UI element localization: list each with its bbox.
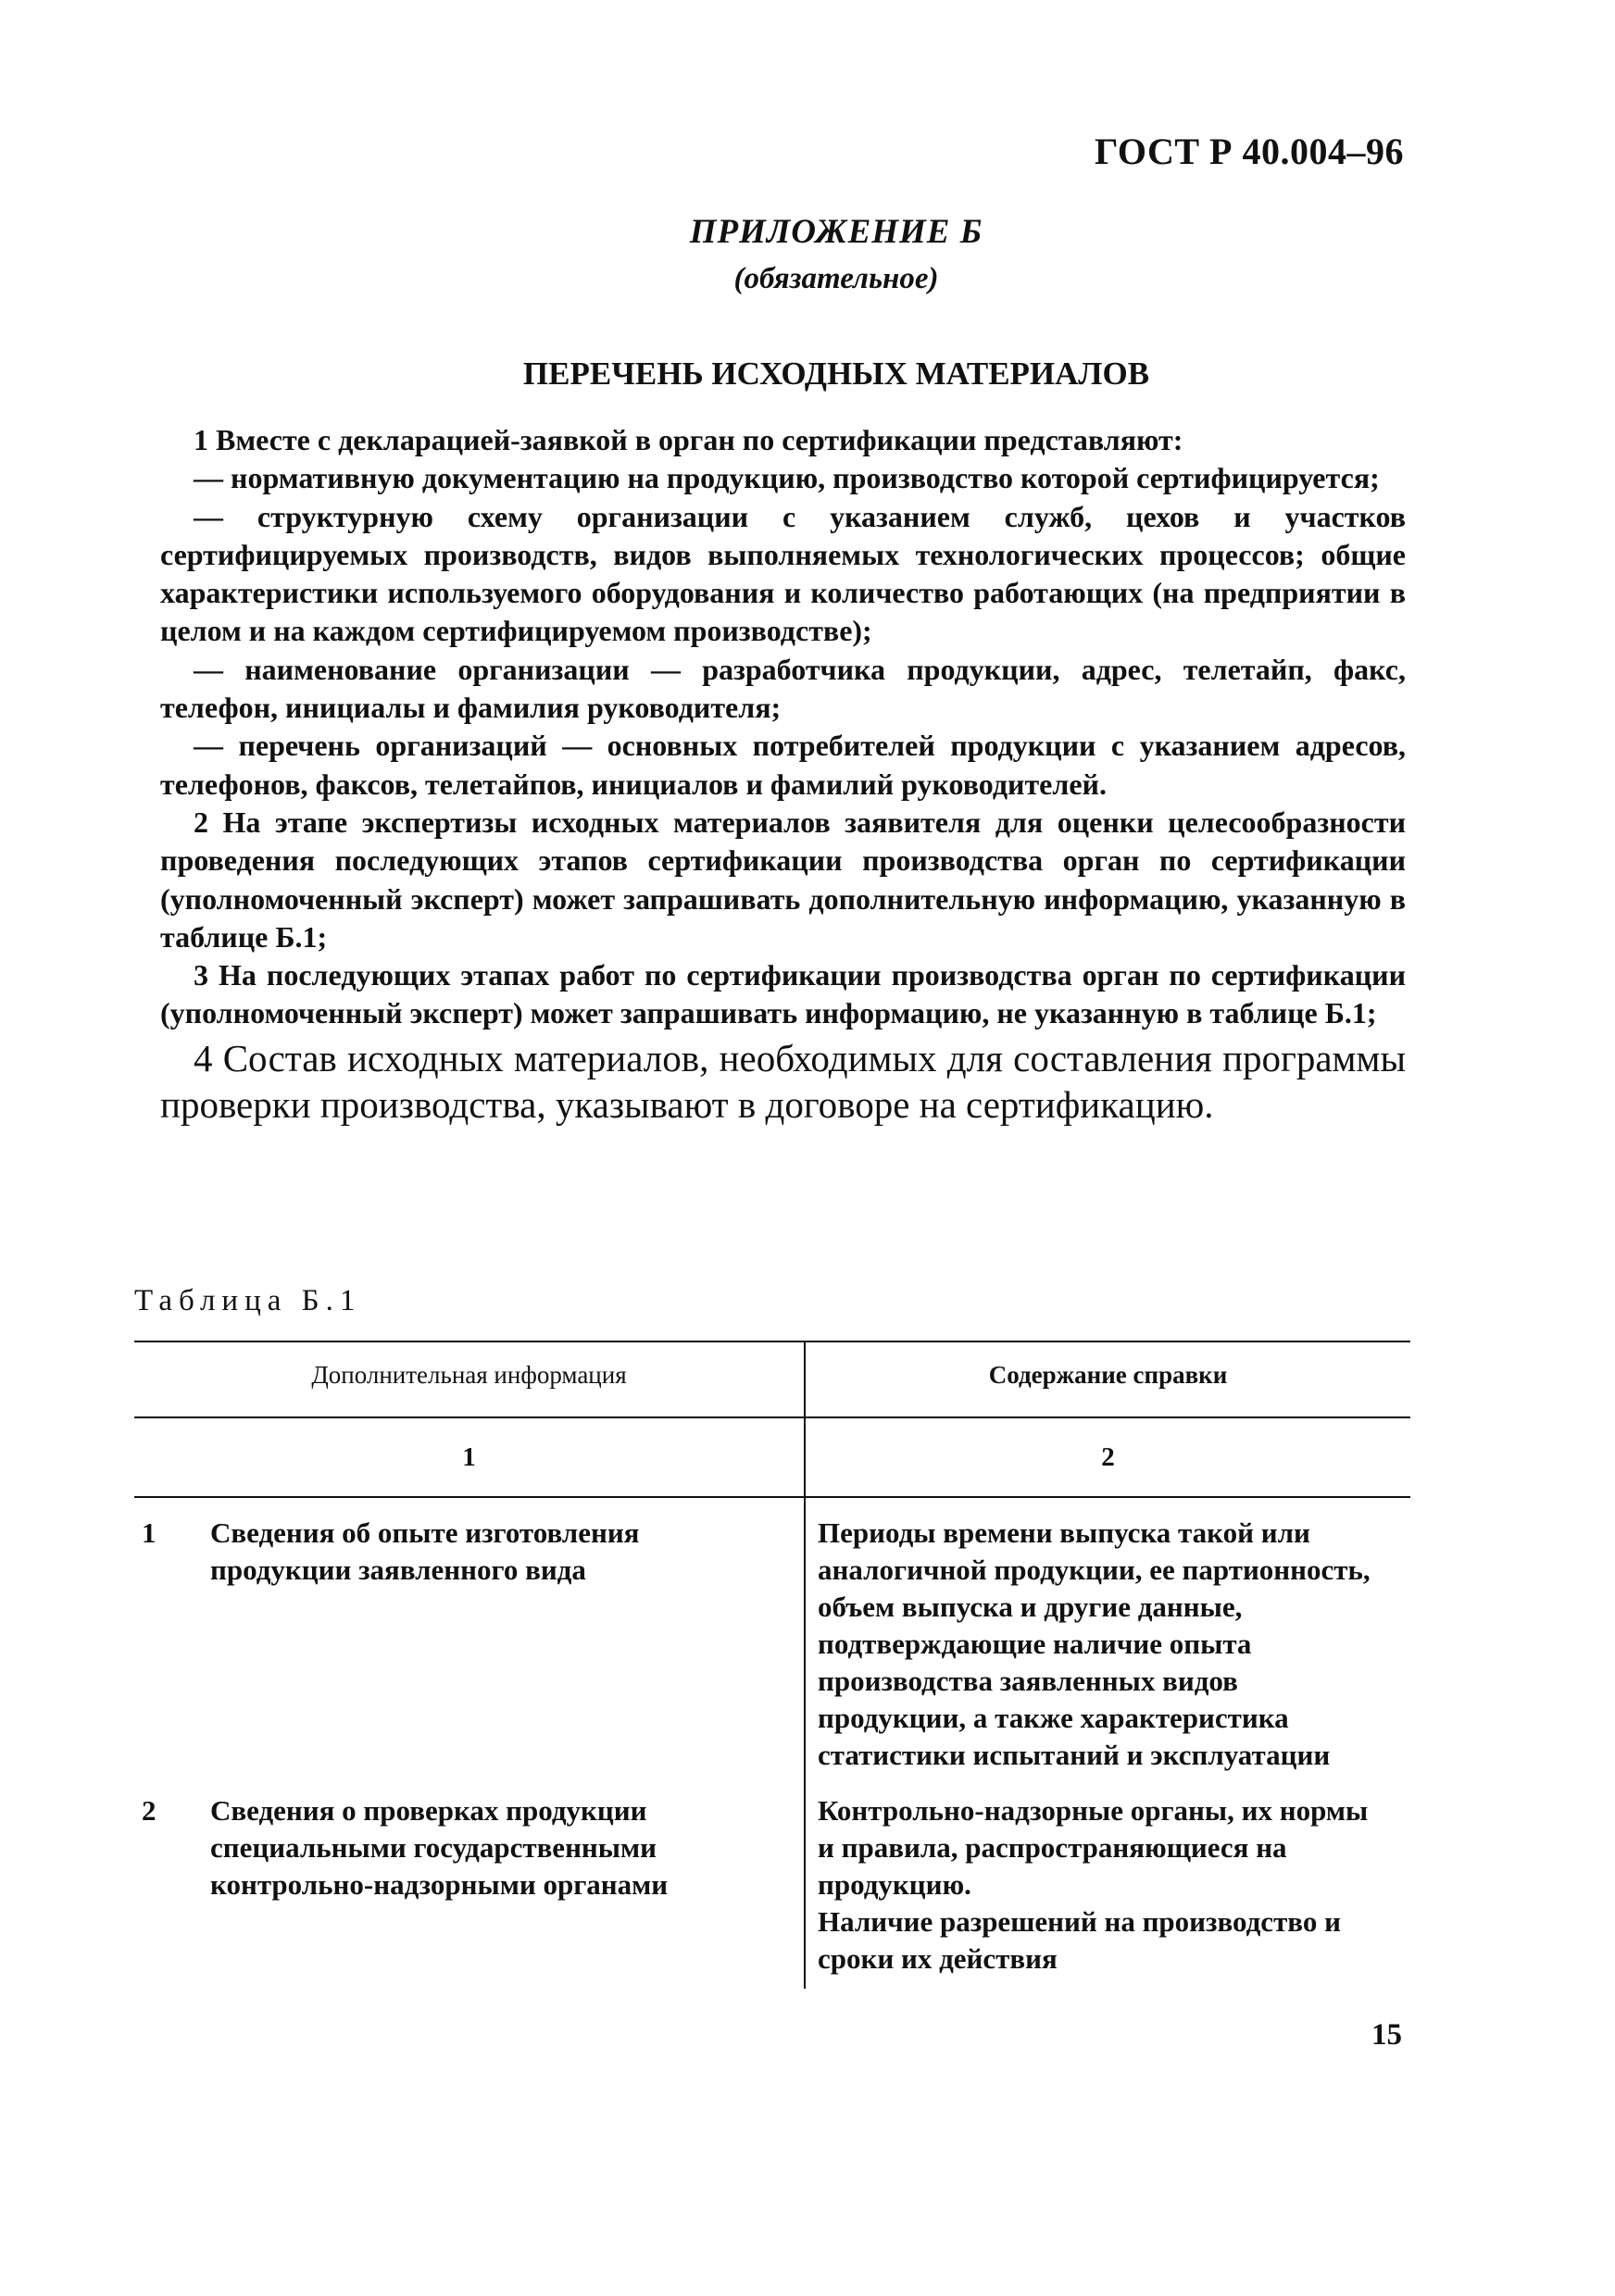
table-row-2-content-extra: Наличие разрешений на производство и сроки их действия (818, 1905, 1341, 1975)
document-code: ГОСТ Р 40.004–96 (1094, 131, 1404, 172)
table-header-rule (134, 1416, 1410, 1418)
table-caption: Таблица Б.1 (134, 1284, 362, 1317)
table-row-2-content-line: Контрольно-надзорные органы, их нормы и правила, распространяющиеся на продукцию. (818, 1794, 1369, 1901)
paragraph-2: 2 На этапе экспертизы исходных материалов заявителя для оценки целесообразности проведения последующих этапов сертификации производства орган по сертификации (уполномоченный эксперт) может запрашивать дополнительную информацию, указанную в таблице Б.1; (160, 805, 1406, 954)
paragraph-1-item-4: — перечень организаций — основных потребителей продукции с указанием адресов, телефонов, факсов, телетайпов, инициалов и фамилий руководителей. (160, 729, 1406, 801)
paragraph-3: 3 На последующих этапах работ по сертификации производства орган по сертификации (уполномоченный эксперт) может запрашивать информацию, не указанную в таблице Б.1; (160, 958, 1406, 1030)
table-column-number-2: 2 (1101, 1442, 1115, 1472)
table-top-rule (134, 1341, 1410, 1342)
table-row-2-number: 2 (142, 1794, 156, 1827)
table-row-2-content (818, 1792, 1383, 1978)
table-numbers-rule (134, 1496, 1410, 1498)
appendix-title: ПРИЛОЖЕНИЕ Б (689, 213, 983, 251)
table-row-1-info: Сведения об опыте изготовления продукции заявленного вида (210, 1516, 640, 1586)
paragraph-1: 1 Вместе с декларацией-заявкой в орган по сертификации представляют: (194, 423, 1183, 456)
table-row-1-content: Периоды времени выпуска такой или аналогичной продукции, ее партионность, объем выпуска и другие данные, подтверждающие наличие опыта производства заявленных видов продукции, а также характеристика статистики испытаний и эксплуатации (818, 1516, 1371, 1771)
appendix-title-block (0, 209, 1615, 302)
paragraph-1-item-3: — наименование организации — разработчика продукции, адрес, телетайп, факс, телефон, инициалы и фамилия руководителя; (160, 652, 1406, 725)
table-row-1-number: 1 (142, 1516, 156, 1549)
paragraph-1-item-2: — структурную схему организации с указанием служб, цехов и участков сертифицируемых производств, видов выполняемых технологических процессов; общие характеристики используемого оборудования и количество работающих (на предприятии в целом и на каждом сертифицируемом производстве); (160, 499, 1406, 648)
table-column-number-1: 1 (462, 1442, 476, 1472)
body-text (160, 421, 1406, 1128)
table-header-content: Содержание справки (988, 1361, 1228, 1389)
appendix-subtitle: (обязательное) (733, 262, 939, 295)
page-number: 15 (1371, 2018, 1402, 2052)
table-row-2-info: Сведения о проверках продукции специальными государственными контрольно-надзорными органами (210, 1794, 669, 1901)
section-heading: ПЕРЕЧЕНЬ ИСХОДНЫХ МАТЕРИАЛОВ (522, 356, 1150, 392)
paragraph-1-item-1: — нормативную документацию на продукцию, производство которой сертифицируется; (194, 461, 1380, 495)
table-header-info: Дополнительная информация (311, 1361, 627, 1389)
table-column-divider (804, 1341, 806, 1989)
paragraph-4: 4 Состав исходных материалов, необходимых для составления программы проверки производства, указывают в договоре на сертификацию. (160, 1036, 1406, 1126)
